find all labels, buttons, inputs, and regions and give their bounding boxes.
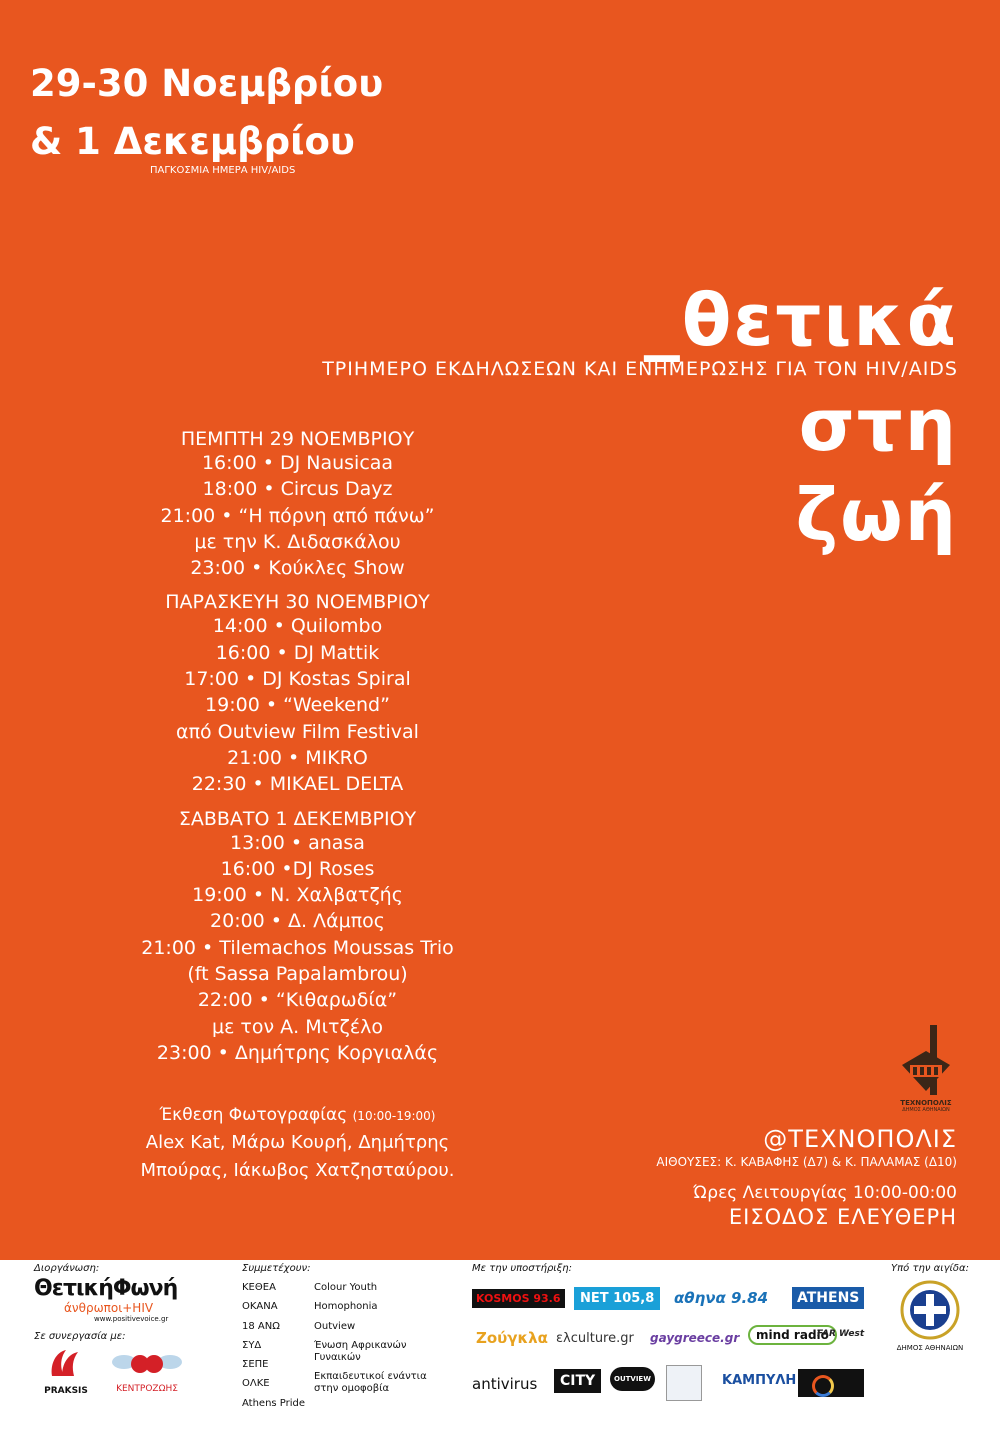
participant: Colour Youth: [314, 1282, 378, 1293]
participants-section: [242, 1263, 442, 1409]
antivirus-logo: antivirus: [472, 1375, 538, 1393]
positive-voice-logo: ΘετικήΦωνή: [34, 1276, 178, 1301]
praksis-logo: [36, 1346, 96, 1396]
collaborators: [34, 1342, 184, 1402]
mindradio-logo: mind radio: [748, 1325, 837, 1345]
event-item: 21:00 • “Η πόρνη από πάνω”: [160, 504, 435, 527]
day-heading: ΠΕΜΠΤΗ 29 ΝΟΕΜΒΡΙΟΥ: [180, 428, 415, 450]
participant: ΣΥΔ: [242, 1339, 262, 1351]
event-item: 22:00 • “Κιθαρωδία”: [197, 989, 398, 1012]
athens-municipality-seal-icon: [900, 1280, 960, 1340]
event-item: 16:00 • DJ Nausicaa: [201, 452, 394, 474]
participant: Outview: [314, 1320, 356, 1332]
participant: ΣΕΠΕ: [242, 1359, 269, 1371]
kentro-zois-logo: [102, 1348, 192, 1394]
day-heading: ΣΑΒΒΑΤΟ 1 ΔΕΚΕΜΒΡΙΟΥ: [178, 807, 417, 830]
free-entry: ΕΙΣΟΔΟΣ ΕΛΕΥΘΕΡΗ: [728, 1205, 957, 1229]
event-item: 18:00 • Circus Dayz: [202, 478, 393, 501]
technopolis-logo-sub: ΔΗΜΟΣ ΑΘΗΝΑΙΩΝ: [902, 1107, 950, 1113]
praksis-name: PRAKSIS: [44, 1386, 88, 1396]
day-heading: ΠΑΡΑΣΚΕΥΗ 30 ΝΟΕΜΒΡΙΟΥ: [165, 591, 430, 614]
participant: Γυναικών: [314, 1351, 361, 1363]
technopolis-icon: [898, 1025, 954, 1095]
opening-hours: Ώρες Λειτουργίας 10:00-00:00: [693, 1183, 957, 1203]
kentro-zois-name: ΚΕΝΤΡΟΖΩΗΣ: [116, 1384, 178, 1394]
winged-hearts-icon: [112, 1348, 182, 1380]
support-label: Με την υποστήριξη:: [472, 1263, 572, 1274]
venue-name: @ΤΕΧΝΟΠΟΛΙΣ: [763, 1125, 957, 1153]
participants-col-1: [242, 1278, 312, 1413]
event-item: 16:00 • DJ Mattik: [215, 641, 380, 664]
zougla-logo: Ζούγκλα: [476, 1329, 548, 1347]
event-item: 23:00 • Δημήτρης Κοργιαλάς: [156, 1041, 439, 1064]
participant: Homophonia: [314, 1301, 378, 1313]
event-dates: [30, 55, 383, 176]
organizer-label: Διοργάνωση:: [34, 1263, 100, 1274]
exhibition-heading: [120, 1105, 475, 1125]
auspices-section: [890, 1263, 970, 1352]
kampyli-logo: ΚΑΜΠΥΛΗ: [722, 1373, 797, 1388]
date-line-2: & 1 Δεκεμβρίου: [30, 120, 355, 163]
technopolis-logo-name: ΤΕΧΝΟΠΟΛΙΣ: [900, 1099, 952, 1107]
participant: Ένωση Αφρικανών: [314, 1339, 407, 1351]
event-item: 14:00 • Quilombo: [212, 615, 383, 638]
sponsors-footer: [0, 1260, 1000, 1429]
kosmos-logo: KOSMOS 93.6: [472, 1289, 565, 1308]
event-item: από Outview Film Festival: [176, 720, 419, 743]
event-item: 20:00 • Δ. Λάμπος: [210, 910, 385, 933]
title-tagline: ΤΡΙΗΜΕΡΟ ΕΚΔΗΛΩΣΕΩΝ ΚΑΙ ΕΝΗΜΕΡΩΣΗΣ ΓΙΑ ΤΟΝ HIV/AIDS: [322, 358, 958, 380]
artists-line-1: Alex Kat, Μάρω Κουρή, Δημήτρης: [145, 1132, 450, 1153]
artists-line-2: Μπούρας, Ιάκωβος Χατζησταύρου.: [140, 1160, 455, 1181]
organizer-section: [34, 1263, 184, 1402]
title-main: _θετικά: [643, 278, 958, 362]
collaboration-label: Σε συνεργασία με:: [34, 1331, 126, 1342]
exhibition-hours: (10:00-19:00): [352, 1109, 436, 1123]
participant: 18 ΑΝΩ: [242, 1320, 280, 1332]
event-item: με τον Α. Μιτζέλο: [212, 1015, 383, 1038]
date-line-1: 29-30 Νοεμβρίου: [30, 62, 384, 105]
support-section: [472, 1263, 572, 1274]
organizer-url: www.positivevoice.gr: [94, 1315, 169, 1323]
rainbow-sponsor-icon: [798, 1369, 864, 1397]
exhibition-artists: [120, 1129, 475, 1185]
event-item: 22:30 • MIKAEL DELTA: [191, 773, 404, 796]
organizer-tagline: άνθρωποι+HIV: [64, 1301, 154, 1315]
city-logo: CITY: [554, 1369, 601, 1393]
gaygreece-logo: gaygreece.gr: [650, 1331, 740, 1345]
participant: στην ομοφοβία: [314, 1382, 390, 1394]
participants-col-2: [314, 1278, 444, 1395]
farwest-logo: FAR West: [817, 1329, 865, 1339]
event-item: 19:00 • Ν. Χαλβατζής: [192, 884, 403, 907]
photo-exhibition: [120, 1105, 475, 1185]
athens-logo: ATHENS: [792, 1287, 864, 1309]
event-item: 19:00 • “Weekend”: [205, 694, 390, 717]
outview-logo: OUTVIEW: [610, 1367, 655, 1391]
venue-info: [656, 1125, 957, 1229]
auspices-name: ΔΗΜΟΣ ΑΘΗΝΑΙΩΝ: [896, 1344, 964, 1352]
world-aids-day-label: ΠΑΓΚΟΣΜΙΑ ΗΜΕΡΑ HIV/AIDS: [150, 165, 296, 176]
elculture-logo: ελculture.gr: [556, 1331, 634, 1346]
participant: Athens Pride: [242, 1397, 306, 1409]
participant: ΟΛΚΕ: [242, 1378, 270, 1390]
participant: ΟΚΑΝΑ: [242, 1301, 278, 1313]
participants-label: Συμμετέχουν:: [242, 1263, 311, 1274]
event-item: 13:00 • anasa: [230, 831, 365, 854]
venue-rooms: ΑΙΘΟΥΣΕΣ: Κ. ΚΑΒΑΦΗΣ (Δ7) & Κ. ΠΑΛΑΜΑΣ (Δ10): [656, 1155, 957, 1169]
auspices-label: Υπό την αιγίδα:: [891, 1263, 969, 1274]
sponsor-badge-icon: [666, 1365, 702, 1401]
event-item: 21:00 • Tilemachos Moussas Trio: [141, 936, 454, 959]
net-logo: NET 105,8: [574, 1287, 660, 1310]
exhibition-title: Έκθεση Φωτογραφίας: [159, 1105, 348, 1125]
schedule: [120, 428, 475, 1066]
title-line-2: στη: [798, 383, 958, 467]
title-line-3: ζωή: [795, 473, 958, 557]
participant: ΚΕΘΕΑ: [242, 1282, 276, 1293]
event-item: 17:00 • DJ Kostas Spiral: [184, 668, 411, 691]
event-item: (ft Sassa Papalambrou): [187, 963, 408, 986]
event-item: 23:00 • Κούκλες Show: [190, 557, 405, 580]
event-item: 16:00 •DJ Roses: [220, 857, 375, 880]
praksis-hands-icon: [46, 1346, 86, 1382]
athina984-logo: αθηνα 9.84: [674, 1289, 769, 1307]
event-item: 21:00 • MIKRO: [227, 746, 368, 769]
technopolis-logo: [895, 1025, 957, 1113]
event-item: με την Κ. Διδασκάλου: [194, 530, 401, 553]
participant: Εκπαιδευτικοί ενάντια: [314, 1370, 427, 1382]
